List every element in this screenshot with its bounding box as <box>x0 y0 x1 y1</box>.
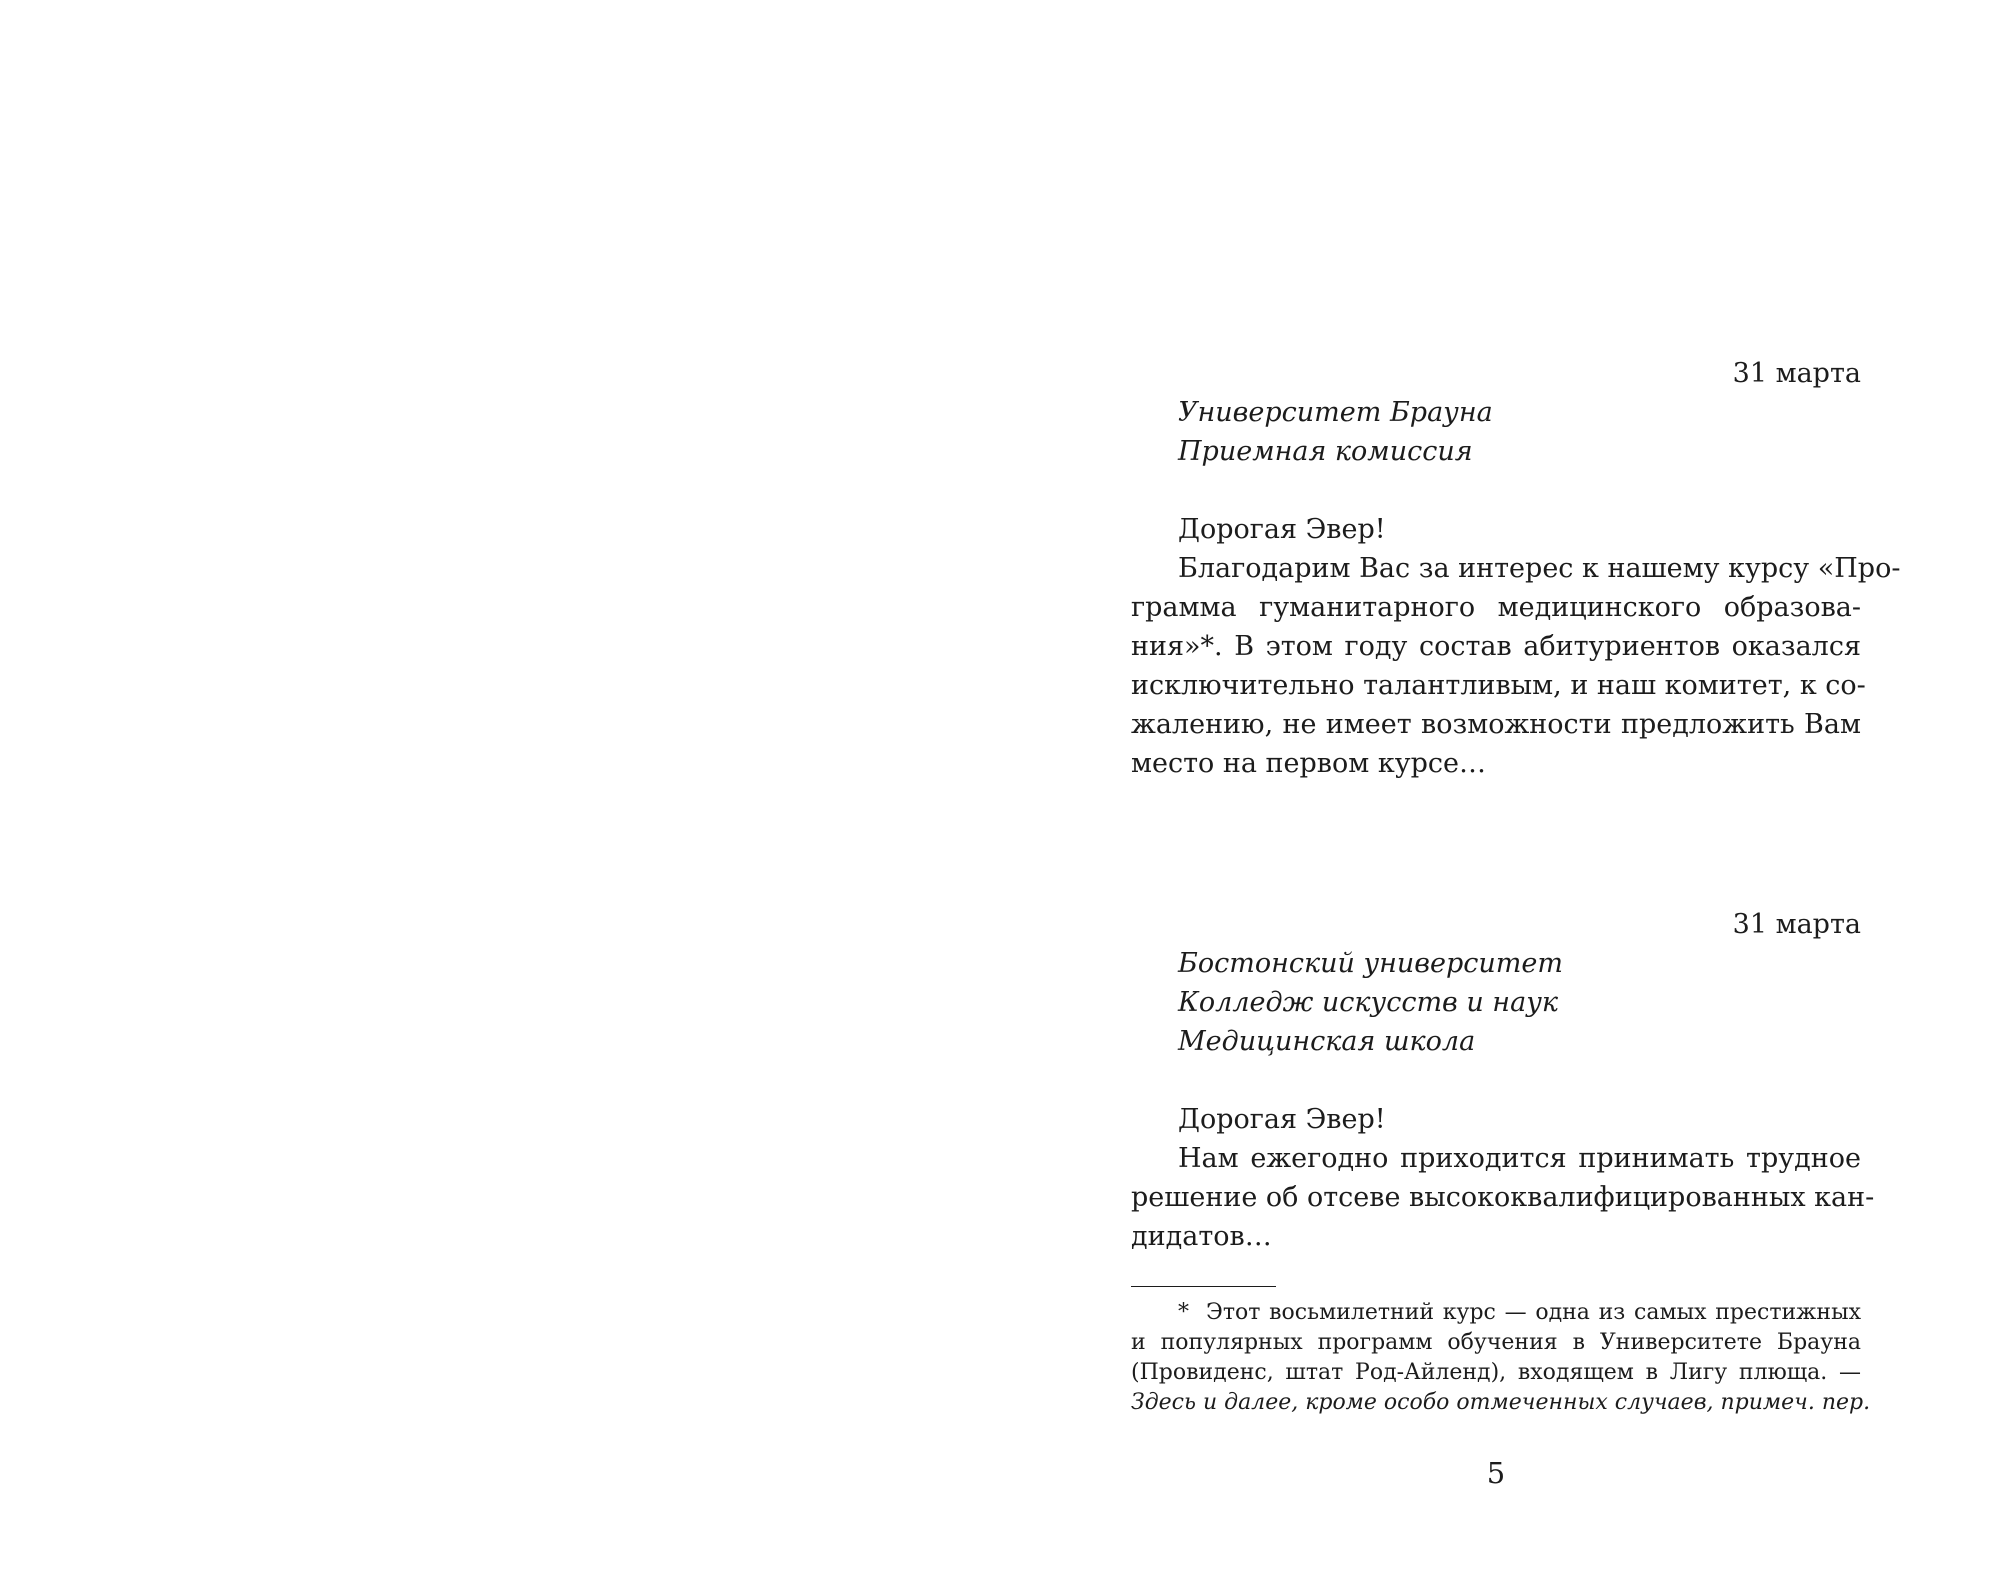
page-number: 5 <box>1486 1456 1506 1490</box>
footnote-line: Здесь и далее, кроме особо отмеченных случаев, примеч. пер. <box>1131 1390 1871 1415</box>
body-line: место на первом курсе… <box>1131 748 1486 779</box>
sender-line: Колледж искусств и наук <box>1178 987 1558 1018</box>
footnote-rule <box>1131 1286 1276 1287</box>
letter-date: 31 марта <box>1732 909 1861 940</box>
body-line: дидатов… <box>1131 1221 1272 1252</box>
body-line: грамма гуманитарного медицинского образова- <box>1131 592 1861 623</box>
body-line: Нам ежегодно приходится принимать трудное <box>1178 1143 1861 1174</box>
sender-line: Университет Брауна <box>1178 397 1493 428</box>
footnote-text: Этот восьмилетний курс — одна из самых престижных <box>1206 1300 1861 1325</box>
letter-salutation: Дорогая Эвер! <box>1178 514 1386 545</box>
letter-date: 31 марта <box>1732 358 1861 389</box>
sender-line: Медицинская школа <box>1178 1026 1476 1057</box>
sender-line: Приемная комиссия <box>1178 436 1473 467</box>
body-line: решение об отсеве высококвалифицированных кан- <box>1131 1182 1875 1213</box>
body-line: ния»*. В этом году состав абитуриентов оказался <box>1131 631 1861 662</box>
body-line: жалению, не имеет возможности предложить Вам <box>1131 709 1861 740</box>
footnote-line: (Провиденс, штат Род-Айленд), входящем в Лигу плюща. — <box>1131 1360 1861 1385</box>
footnote-line <box>1131 1298 1861 1328</box>
footnote-line: и популярных программ обучения в Университете Брауна <box>1131 1330 1861 1355</box>
footnote-marker: * <box>1178 1300 1189 1325</box>
body-line: Благодарим Вас за интерес к нашему курсу «Про- <box>1178 553 1901 584</box>
sender-line: Бостонский университет <box>1178 948 1563 979</box>
letter-salutation: Дорогая Эвер! <box>1178 1104 1386 1135</box>
body-line: исключительно талантливым, и наш комитет, к со- <box>1131 670 1866 701</box>
text-column <box>1131 0 1901 1575</box>
